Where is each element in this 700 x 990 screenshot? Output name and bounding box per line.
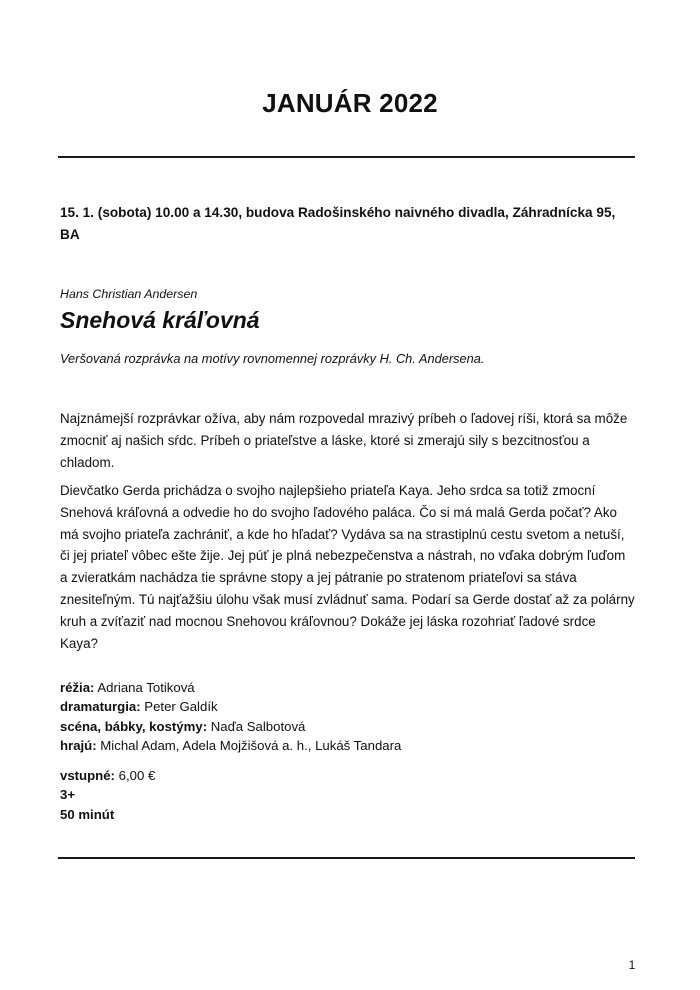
- price-label: vstupné:: [60, 768, 115, 783]
- bottom-divider: [58, 857, 635, 859]
- credit-value: Naďa Salbotová: [207, 718, 306, 734]
- price-value: 6,00 €: [114, 768, 156, 783]
- page-title: JANUÁR 2022: [262, 88, 438, 118]
- credits-list: [60, 678, 635, 756]
- duration: 50 minút: [60, 806, 115, 822]
- credit-value: Michal Adam, Adela Mojžišová a. h., Lukáš Tandara: [96, 738, 402, 754]
- age-rating: 3+: [60, 787, 76, 803]
- show-info: [60, 766, 635, 824]
- description-paragraph-2: Dievčatko Gerda prichádza o svojho najlepšieho priateľa Kaya. Jeho srdca sa totiž zmocní Snehová kráľovná a odvedie ho do svojho ľadového paláca. Čo si má malá Gerda počať? Ako má svojho priateľa zachrániť, a kde ho hľadať? Vydáva sa na strastiplnú cestu svetom a netuší, či jej priateľ vôbec ešte žije. Jej púť je plná nebezpečenstva a nástrah, no vďaka dobrým ľuďom a zvieratkám nachádza tie správne stopy a jej pátranie po stratenom priateľovi sa stáva znesiteľným. Tú najťažšiu úlohu však musí zvládnuť sama. Podarí sa Gerde dostať až za polárny kruh a zvíťaziť nad mocnou Snehovou kráľovnou? Dokáže jej láska rozohriať ľadové srdce Kaya?: [60, 483, 635, 651]
- top-divider: [58, 156, 635, 158]
- credit-label: réžia:: [60, 680, 95, 695]
- show-subtitle: Veršovaná rozprávka na motívy rovnomennej rozprávky H. Ch. Andersena.: [60, 351, 485, 366]
- ticket-price: [60, 766, 635, 785]
- event-date-venue: 15. 1. (sobota) 10.00 a 14.30, budova Radošinského naivného divadla, Záhradnícka 95, BA: [60, 205, 616, 242]
- show-title: Snehová kráľovná: [60, 307, 260, 333]
- credit-value: Peter Galdík: [140, 699, 218, 715]
- credit-cast: [60, 736, 635, 755]
- credit-value: Adriana Totiková: [94, 680, 195, 695]
- credit-direction: [60, 678, 635, 697]
- credit-design: [60, 717, 635, 736]
- credit-label: scéna, bábky, kostýmy:: [60, 718, 208, 734]
- page-number: 1: [628, 958, 636, 972]
- credit-label: hrajú:: [60, 738, 97, 754]
- description-paragraph-1: Najznámejší rozprávkar ožíva, aby nám rozpovedal mrazivý príbeh o ľadovej ríši, ktorá sa môže zmocniť aj našich sŕdc. Príbeh o priateľstve a láske, ktoré si zmerajú sily s bezcitnosťou a chladom.: [60, 411, 628, 470]
- credit-label: dramaturgia:: [60, 699, 141, 715]
- credit-dramaturgy: [60, 697, 635, 716]
- show-author: Hans Christian Andersen: [60, 287, 198, 301]
